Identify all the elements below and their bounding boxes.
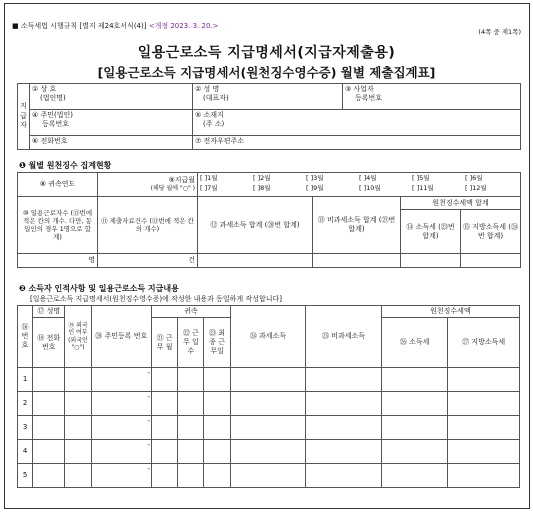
cell-work-month[interactable] [152,392,178,416]
cell-last-day[interactable] [204,416,230,440]
cell-resident-id[interactable]: - [91,368,151,392]
cell-last-day[interactable] [204,392,230,416]
cell-income-tax[interactable] [381,416,448,440]
month-2[interactable]: [ ]2월 [253,174,271,182]
cell-work-month[interactable] [152,368,178,392]
cell-work-days[interactable] [178,464,204,488]
taxable-sum-value[interactable] [198,254,313,268]
cell-local-tax[interactable] [448,440,520,464]
local-tax-header: ⑮ 지방소득세 (㉔번 합계) [461,210,521,254]
cell-nontaxable[interactable] [306,368,382,392]
month-7[interactable]: [ ]7월 [200,184,218,193]
form-title: 일용근로소득 지급명세서(지급자제출용) [137,45,396,61]
col-income-tax: ㉖ 소득세 [381,318,448,368]
form-subtitle: [일용근로소득 지급명세서(원천징수영수증) 월별 제출집계표] [97,65,436,80]
cell-nontaxable[interactable] [306,440,382,464]
cell-foreigner[interactable] [65,368,91,392]
trade-name-field[interactable]: ① 상 호 (법인명) [30,84,193,110]
month-4[interactable]: [ ]4월 [359,174,377,182]
cell-foreigner[interactable] [65,392,91,416]
col-belong: 귀속 [152,306,231,318]
section2-note: [일용근로소득 지급명세서(원천징수영수증)에 작성한 내용과 동일하게 작성합니다] [30,295,282,303]
cell-nontaxable[interactable] [306,464,382,488]
cell-work-days[interactable] [178,392,204,416]
section1-table [17,172,521,268]
cell-last-day[interactable] [204,368,230,392]
payer-table [17,83,521,150]
cell-work-days[interactable] [178,368,204,392]
income-tax-value[interactable] [401,254,461,268]
month-6[interactable]: [ ]6월 [465,174,483,182]
cell-taxable[interactable] [230,464,306,488]
page-count: (4쪽 중 제1쪽) [478,28,521,36]
cell-nontaxable[interactable] [306,392,382,416]
cell-last-day[interactable] [204,464,230,488]
cell-resident-id[interactable]: - [91,416,151,440]
cell-foreigner[interactable] [65,416,91,440]
month-11[interactable]: [ ]11월 [412,184,434,193]
section1-title: ❶ 월별 원천징수 집계현황 [19,161,112,170]
workers-count-header: ⑩ 일용근로자수 (⑬번에 적은 칸의 개수. 다만, 동일인의 경우 1명으로 합계) [18,197,98,254]
cell-local-tax[interactable] [448,416,520,440]
cell-local-tax[interactable] [448,464,520,488]
cell-work-month[interactable] [152,440,178,464]
cell-taxable[interactable] [230,416,306,440]
row-number: 3 [18,416,33,440]
workers-count-value[interactable]: 명 [18,254,98,268]
col-work-days: ㉒ 근무 일수 [178,318,204,368]
cell-work-days[interactable] [178,416,204,440]
cell-resident-id[interactable]: - [91,392,151,416]
cell-foreigner[interactable] [65,440,91,464]
col-taxable: ㉔ 과세소득 [230,306,306,368]
month-checkboxes[interactable] [198,173,521,197]
col-last-day: ㉓ 최종 근무일 [204,318,230,368]
cell-income-tax[interactable] [381,440,448,464]
month-9[interactable]: [ ]9월 [306,184,324,193]
rep-name-field[interactable]: ② 성 명 (대표자) [193,84,343,110]
cell-nontaxable[interactable] [306,416,382,440]
cell-taxable[interactable] [230,368,306,392]
cell-work-month[interactable] [152,464,178,488]
cell-resident-id[interactable]: - [91,440,151,464]
cell-name[interactable] [33,464,65,488]
cell-income-tax[interactable] [381,392,448,416]
col-number: ⑯ 번 호 [18,306,33,368]
pay-month-label: ⑨지급월 (해당 월에 "○" ) [98,173,198,197]
email-field[interactable]: ⑦ 전자우편주소 [193,136,521,150]
cell-name[interactable] [33,368,65,392]
cell-taxable[interactable] [230,440,306,464]
taxable-sum-header: ⑫ 과세소득 합계 (⑳번 합계) [198,197,313,254]
col-nontaxable: ㉕ 비과세소득 [306,306,382,368]
month-12[interactable]: [ ]12월 [465,184,487,193]
withholding-sum-header: 원천징수세액 합계 [401,197,521,210]
cell-name[interactable] [33,392,65,416]
table-row [18,416,520,440]
law-prefix: ■ 소득세법 시행규칙 [별지 제24호서식(4)] [12,22,149,30]
revision-note: <개정 2023. 3. 20.> [148,22,219,30]
row-number: 5 [18,464,33,488]
col-phone: ⑱ 전화 번호 [33,318,65,368]
month-10[interactable]: [ ]10월 [359,184,381,193]
phone-field[interactable]: ⑥ 전화번호 [30,136,193,150]
payer-side-label: 지급자 [18,84,30,150]
cell-foreigner[interactable] [65,464,91,488]
cell-local-tax[interactable] [448,368,520,392]
cell-last-day[interactable] [204,440,230,464]
month-1[interactable]: [ ]1월 [200,174,218,182]
record-count-header: ⑪ 제출자료건수 (⑬번에 적은 칸의 개수) [98,197,198,254]
table-row [18,368,520,392]
local-tax-value[interactable] [461,254,521,268]
month-3[interactable]: [ ]3월 [306,174,324,182]
year-label: ⑧ 귀속연도 [18,173,98,197]
cell-name[interactable] [33,416,65,440]
month-5[interactable]: [ ]5월 [412,174,430,182]
cell-work-month[interactable] [152,416,178,440]
month-8[interactable]: [ ]8월 [253,184,271,193]
cell-income-tax[interactable] [381,368,448,392]
col-withholding: 원천징수세액 [381,306,519,318]
income-tax-header: ⑭ 소득세 (㉓번 합계) [401,210,461,254]
row-number: 2 [18,392,33,416]
nontaxable-sum-value[interactable] [313,254,401,268]
cell-taxable[interactable] [230,392,306,416]
row-number: 4 [18,440,33,464]
cell-name[interactable] [33,440,65,464]
cell-income-tax[interactable] [381,464,448,488]
address-field[interactable]: ⑤ 소재지 (주 소) [193,110,521,136]
col-name: ⑰ 성명 [33,306,65,318]
table-row [18,392,520,416]
col-resident-id: ⑳ 주민등록 번호 [91,306,151,368]
row-number: 1 [18,368,33,392]
nontaxable-sum-header: ⑬ 비과세소득 합계 (㉑번 합계) [313,197,401,254]
cell-resident-id[interactable]: - [91,464,151,488]
section2-table [17,305,520,488]
cell-work-days[interactable] [178,440,204,464]
table-row [18,464,520,488]
record-count-value[interactable]: 건 [98,254,198,268]
section2-title: ❷ 소득자 인적사항 및 일용근로소득 지급내용 [19,284,179,293]
col-foreigner: ⑲ 외국인 여부 (외국인 "○") [65,306,91,368]
resident-no-field[interactable]: ④ 주민(법인) 등록번호 [30,110,193,136]
law-reference [12,21,218,31]
cell-local-tax[interactable] [448,392,520,416]
table-row [18,440,520,464]
col-work-month: ㉑ 근무 월 [152,318,178,368]
business-no-field[interactable]: ③ 사업자 등록번호 [343,84,521,110]
col-local-tax: ㉗ 지방소득세 [448,318,520,368]
